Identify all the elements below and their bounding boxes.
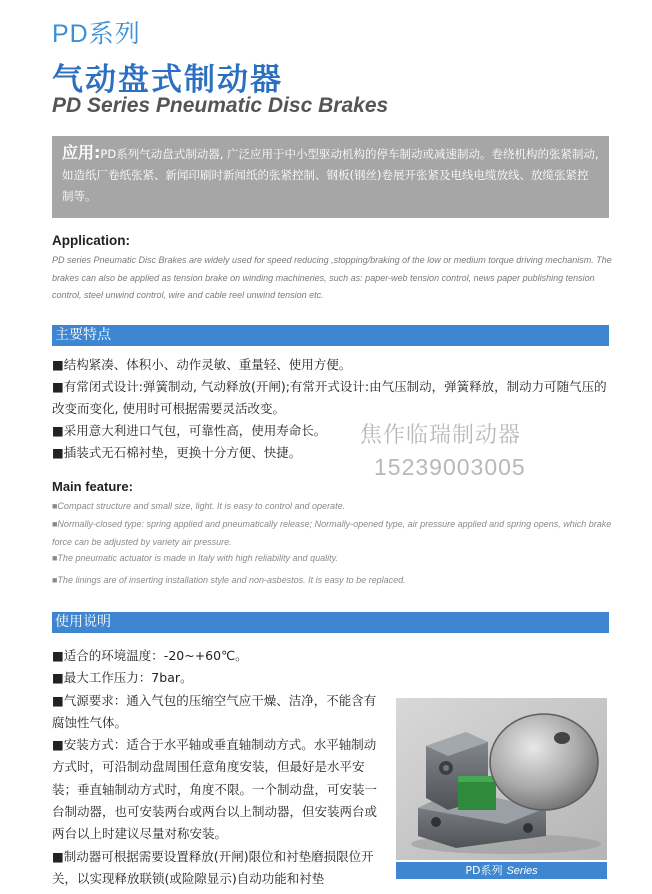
list-item: ■制动器可根据需要设置释放(开闸)限位和衬垫磨损限位开关，以实现释放联锁(或险隙显示)自动功能和衬垫 — [52, 848, 374, 886]
list-item: ■适合的环境温度：-20~+60℃。 — [52, 648, 248, 663]
list-item: ■气源要求：通入气包的压缩空气应干燥、洁净，不能含有腐蚀性气体。 — [52, 692, 377, 730]
watermark-company: 焦作临瑞制动器 — [360, 423, 522, 448]
page-title-cn: 气动盘式制动器 — [52, 62, 283, 98]
list-item: ■结构紧凑、体积小、动作灵敏、重量轻、使用方便。 — [52, 357, 352, 372]
page-title-en: PD Series Pneumatic Disc Brakes — [52, 94, 389, 117]
list-item: ■插装式无石棉衬垫，更换十分方便、快捷。 — [52, 445, 302, 460]
usage-heading: 使用说明 — [52, 612, 609, 633]
features-en-list — [52, 498, 614, 598]
application-cn-box — [52, 136, 609, 218]
list-item: ■采用意大利进口气包，可靠性高，使用寿命长。 — [52, 423, 327, 438]
brake-photo — [396, 698, 607, 860]
list-item: ■安装方式：适合于水平轴或垂直轴制动方式。水平轴制动方式时，可沿制动盘周围任意角度安装，但最好是水平安装；垂直轴制动方式时，角度不限。一个制动盘，可安装一台制动器，也可安装两台或两台以上制动器，但安装两台或两台以上时建议尽量对称安装。 — [52, 737, 378, 842]
list-item: ■有常闭式设计:弹簧制动, 气动释放(开闸);有常开式设计:由气压制动，弹簧释放，制动力可随气压的改变而变化, 使用时可根据需要灵活改变。 — [52, 379, 607, 416]
list-item: ■最大工作压力：7bar。 — [52, 670, 193, 686]
list-item: ■Compact structure and small size, light. It is easy to control and operate. — [52, 501, 346, 511]
features-cn-list — [52, 354, 612, 464]
photo-caption-en: Series — [506, 865, 538, 877]
series-label: PD系列 — [52, 20, 141, 48]
usage-list — [52, 645, 382, 890]
photo-caption — [396, 862, 607, 879]
list-item: ■Normally-closed type: spring applied and pneumatically release; Normally-opened type, air pressure applied and spring opens, which brake force can be adjusted by variety air pressure. — [52, 519, 612, 547]
features-en-heading: Main feature: — [52, 479, 133, 494]
photo-caption-cn: PD系列 — [465, 864, 503, 877]
application-cn-label: 应用: — [62, 143, 101, 162]
brake-illustration-icon — [396, 698, 607, 860]
list-item: ■The pneumatic actuator is made in Italy with high reliability and quality. — [52, 553, 338, 563]
features-cn-heading: 主要特点 — [52, 325, 609, 346]
watermark-phone: 15239003005 — [374, 454, 526, 480]
list-item: ■The linings are of inserting installation style and non-asbestos. It is easy to be replaced. — [52, 575, 406, 585]
application-en-heading: Application: — [52, 233, 130, 248]
application-en-text: PD series Pneumatic Disc Brakes are widely used for speed reducing ,stopping/braking of the low or medium torque driving mechanism. The brakes can also be applied as tension brake on winding machineries, such as: paper-web tension control, news paper publishing tension control, steel unwind control, wire and cable reel unwind tension etc. — [52, 255, 612, 300]
application-cn-text: PD系列气动盘式制动器, 广泛应用于中小型驱动机构的停车制动或减速制动。卷绕机构的张紧制动, 如造纸厂卷纸张紧、新闻印刷时新闻纸的张紧控制、钢板(钢丝)卷展开张紧及电线电缆放线、放缆张紧控制等。 — [62, 147, 599, 203]
